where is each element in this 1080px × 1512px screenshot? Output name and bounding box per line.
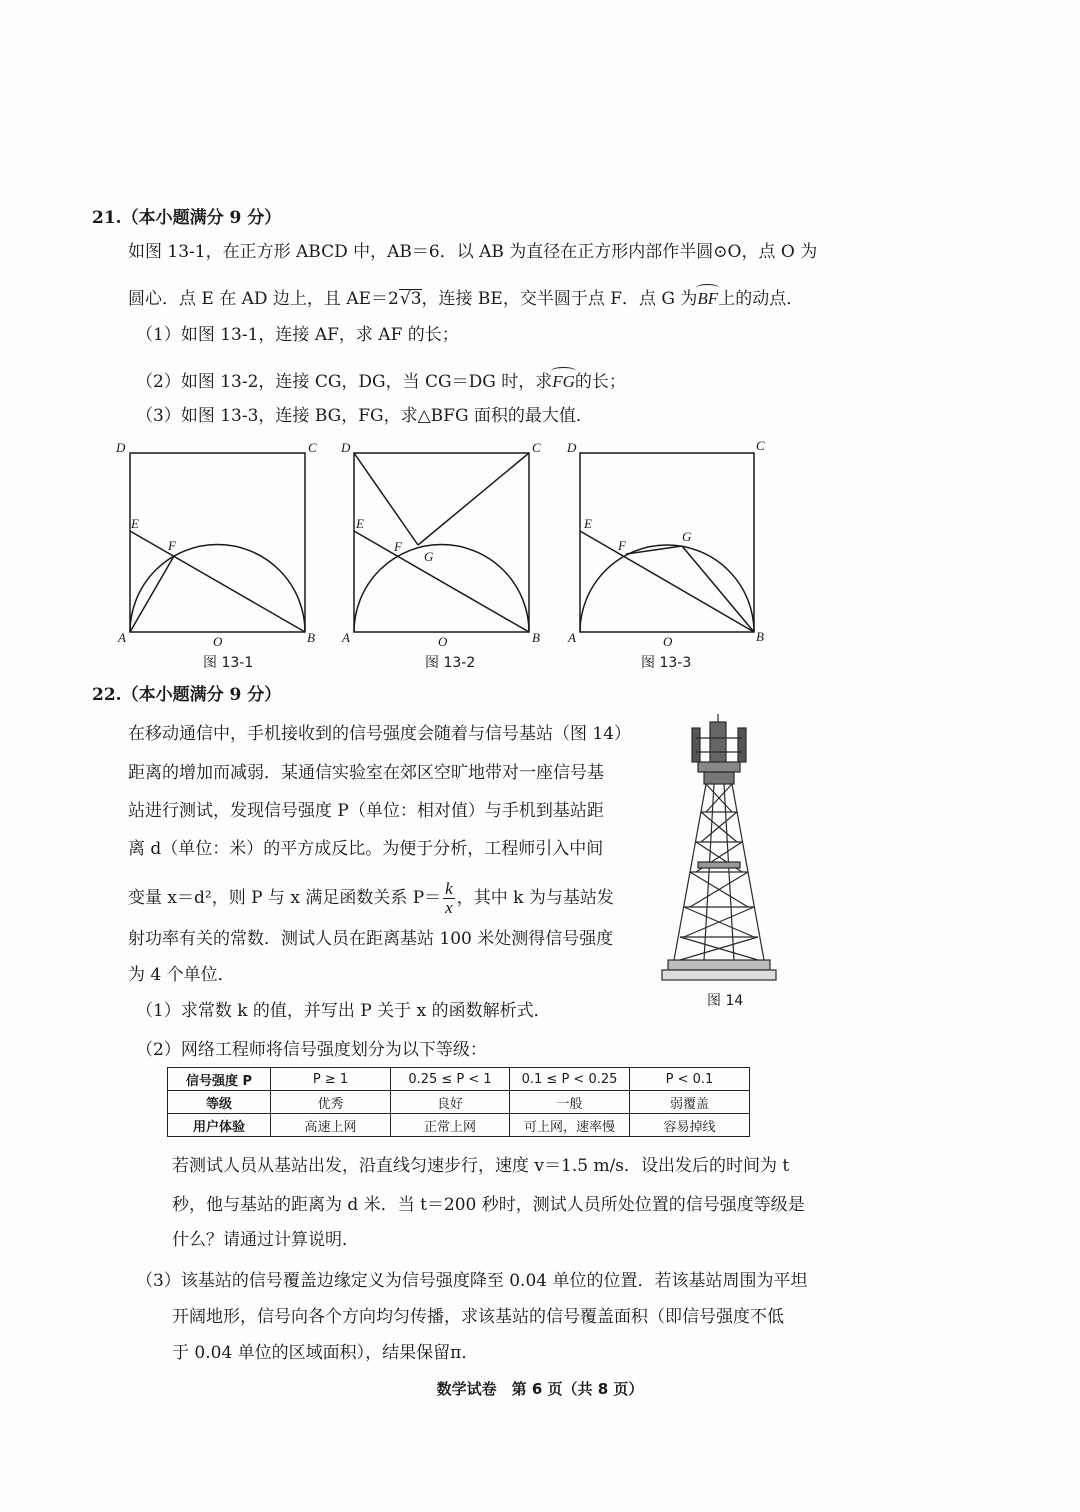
signal-grade-table	[167, 1067, 750, 1137]
q21-sqrt: √3	[399, 289, 422, 309]
segment-dg-2	[354, 453, 418, 545]
label-o-3: O	[663, 634, 673, 649]
q21-sqrt-value: 3	[410, 289, 422, 309]
fraction-k-over-x	[443, 880, 455, 917]
q21-arc-fg: FG	[552, 368, 575, 393]
caption-14: 图 14	[707, 993, 744, 1009]
label-e-2: E	[356, 516, 364, 531]
label-c-2: C	[532, 440, 541, 455]
semicircle-2	[354, 545, 529, 633]
label-o-1: O	[213, 634, 223, 649]
q21-sub2	[136, 368, 626, 393]
table-cell: 优秀	[271, 1091, 391, 1114]
q21-score: （本小题满分 9 分）	[121, 208, 282, 228]
q22-para-line1: 在移动通信中，手机接收到的信号强度会随着与信号基站（图 14）	[128, 724, 632, 744]
q22-para-line2: 距离的增加而减弱．某通信实验室在郊区空旷地带对一座信号基	[128, 763, 604, 783]
q22-para-line5-a: 变量 x＝d²，则 P 与 x 满足函数关系 P＝	[128, 888, 442, 908]
q22-para-line5-b: ，其中 k 为与基站发	[456, 888, 614, 908]
q22-sub3-line2: 开阔地形，信号向各个方向均匀传播，求该基站的信号覆盖面积（即信号强度不低	[172, 1307, 784, 1327]
q22-sub3-line3: 于 0.04 单位的区域面积），结果保留π．	[172, 1343, 479, 1363]
q21-arc-bf: BF	[697, 285, 718, 310]
figure-13-1	[130, 453, 305, 632]
label-g-2: G	[424, 549, 434, 564]
table-cell: P < 0.1	[630, 1068, 750, 1091]
label-o-2: O	[438, 634, 448, 649]
label-f-1: F	[168, 538, 176, 553]
segment-be-1	[130, 531, 305, 632]
table-cell: 用户体验	[168, 1114, 271, 1137]
label-d-3: D	[567, 440, 577, 455]
q22-para-line5	[128, 880, 614, 917]
table-cell: 0.25 ≤ P < 1	[391, 1068, 510, 1091]
table-cell: P ≥ 1	[271, 1068, 391, 1091]
caption-13-3: 图 13-3	[641, 655, 692, 671]
label-e-3: E	[584, 516, 592, 531]
q21-stem-line1: 如图 13-1，在正方形 ABCD 中，AB＝6．以 AB 为直径在正方形内部作半圆⊙O，点 O 为	[128, 242, 818, 262]
figure-13-2	[354, 453, 529, 632]
q22-header	[92, 684, 281, 706]
page-footer: 数学试卷 第 6 页（共 8 页）	[436, 1380, 644, 1398]
q21-sub1: （1）如图 13-1，连接 AF，求 AF 的长；	[136, 325, 459, 345]
q22-sub3-line1: （3）该基站的信号覆盖边缘定义为信号强度降至 0.04 单位的位置．若该基站周围为平坦	[136, 1271, 808, 1291]
label-a-3: A	[568, 630, 576, 645]
table-cell: 一般	[510, 1091, 630, 1114]
table-row	[168, 1068, 750, 1091]
q22-para-line7: 为 4 个单位．	[128, 965, 235, 985]
segment-be-3	[580, 531, 754, 632]
label-b-2: B	[532, 630, 540, 645]
q21-stem-line2	[128, 285, 803, 310]
label-c-1: C	[308, 440, 317, 455]
q22-score: （本小题满分 9 分）	[121, 685, 282, 705]
label-g-3: G	[682, 529, 692, 544]
table-cell: 良好	[391, 1091, 510, 1114]
table-cell: 高速上网	[271, 1114, 391, 1137]
fraction-denominator: x	[445, 898, 453, 917]
table-row	[168, 1114, 750, 1137]
q22-para-line6: 射功率有关的常数．测试人员在距离基站 100 米处测得信号强度	[128, 929, 614, 949]
label-d-2: D	[341, 440, 351, 455]
label-e-1: E	[131, 516, 139, 531]
segment-fg-3	[626, 546, 682, 554]
semicircle-3	[580, 545, 754, 632]
q22-para-line4: 离 d（单位：米）的平方成反比。为便于分析，工程师引入中间	[128, 839, 604, 859]
q21-number: 21.	[92, 208, 122, 228]
q22-sub2: （2）网络工程师将信号强度划分为以下等级：	[136, 1040, 487, 1060]
table-cell: 信号强度 P	[168, 1068, 271, 1091]
figure-13-3	[580, 453, 754, 632]
q22-para-line3: 站进行测试，发现信号强度 P（单位：相对值）与手机到基站距	[128, 801, 604, 821]
q22-sub1: （1）求常数 k 的值，并写出 P 关于 x 的函数解析式．	[136, 1001, 551, 1021]
q21-sub3: （3）如图 13-3，连接 BG，FG，求△BFG 面积的最大值．	[136, 406, 593, 426]
table-cell: 正常上网	[391, 1114, 510, 1137]
signal-tower-image	[660, 712, 780, 990]
label-b-3: B	[756, 629, 764, 644]
q22-after-line3: 什么？请通过计算说明．	[172, 1230, 359, 1250]
label-b-1: B	[307, 630, 315, 645]
table-cell: 容易掉线	[630, 1114, 750, 1137]
label-a-2: A	[342, 630, 350, 645]
segment-af-1	[130, 556, 174, 632]
fraction-numerator: k	[445, 879, 453, 898]
table-cell: 0.1 ≤ P < 0.25	[510, 1068, 630, 1091]
label-f-2: F	[394, 539, 402, 554]
table-cell: 弱覆盖	[630, 1091, 750, 1114]
q21-stem-part-b: ，连接 BE，交半圆于点 F．点 G 为	[421, 289, 698, 309]
q21-figures	[0, 430, 1080, 670]
label-f-3: F	[618, 538, 626, 553]
q22-number: 22.	[92, 685, 122, 705]
caption-13-2: 图 13-2	[425, 655, 476, 671]
square-abcd-3	[580, 453, 754, 632]
q21-stem-part-a: 圆心．点 E 在 AD 边上，且 AE＝2	[128, 289, 399, 309]
label-c-3: C	[756, 438, 765, 453]
q21-header	[92, 207, 281, 229]
label-d-1: D	[116, 440, 126, 455]
semicircle-1	[130, 545, 305, 632]
caption-13-1: 图 13-1	[203, 655, 254, 671]
segment-be-2	[354, 531, 529, 632]
q22-after-line2: 秒，他与基站的距离为 d 米．当 t＝200 秒时，测试人员所处位置的信号强度等级是	[172, 1195, 805, 1215]
q21-stem-part-c: 上的动点．	[718, 289, 804, 309]
table-cell: 可上网，速率慢	[510, 1114, 630, 1137]
square-abcd-2	[354, 453, 529, 632]
table-cell: 等级	[168, 1091, 271, 1114]
table-row	[168, 1091, 750, 1114]
segment-cg-2	[418, 453, 529, 545]
square-abcd-1	[130, 453, 305, 632]
q21-sub2-part-a: （2）如图 13-2，连接 CG，DG，当 CG＝DG 时，求	[136, 372, 553, 392]
label-a-1: A	[118, 630, 126, 645]
q22-after-line1: 若测试人员从基站出发，沿直线匀速步行，速度 v＝1.5 m/s．设出发后的时间为 t	[172, 1156, 790, 1176]
q21-sub2-part-b: 的长；	[574, 372, 626, 392]
